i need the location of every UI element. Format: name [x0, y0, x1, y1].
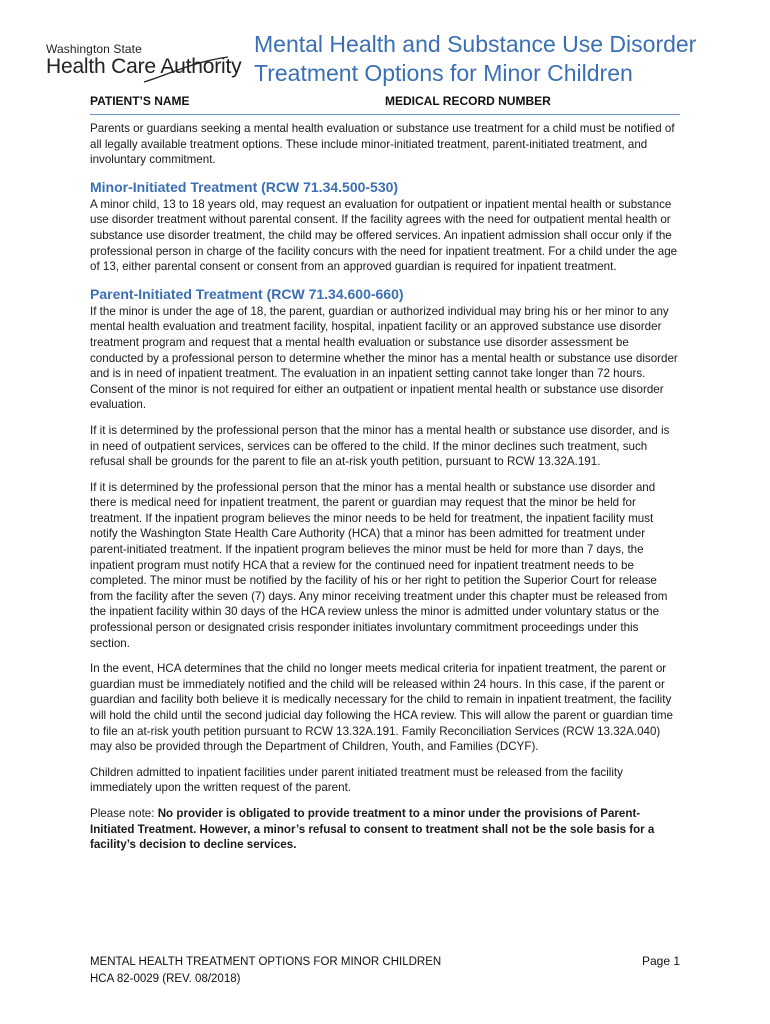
- title-line-1: Mental Health and Substance Use Disorder: [254, 31, 697, 57]
- note-prefix: Please note:: [90, 806, 158, 820]
- logo-swoosh-icon: [142, 56, 232, 86]
- document-body: [90, 121, 680, 863]
- hca-logo: [46, 42, 242, 92]
- logo-state-text: Washington State: [46, 42, 142, 56]
- parent-initiated-paragraph-5: Children admitted to inpatient facilities under parent initiated treatment must be released from the facility immediately upon the written request of the parent.: [90, 765, 623, 795]
- footer-doc-title: MENTAL HEALTH TREATMENT OPTIONS FOR MINOR CHILDREN: [90, 956, 442, 968]
- intro-paragraph: Parents or guardians seeking a mental health evaluation or substance use treatment for a child must be notified of all legally available treatment options. These include minor-initiated treatment, parent-initiated treatment, and involuntary commitment.: [90, 122, 675, 167]
- header-divider: [90, 114, 680, 115]
- minor-initiated-heading: Minor-Initiated Treatment (RCW 71.34.500-530): [90, 178, 399, 195]
- parent-initiated-paragraph-1: If the minor is under the age of 18, the parent, guardian or authorized individual may bring his or her minor to any mental health evaluation and treatment facility, hospital, inpatient facility or an approved substance use disorder treatment program and request that a mental health evaluation or substance use disorder assessment be conducted by a professional person to determine whether the minor has a mental health or substance use disorder and is in need of inpatient treatment. The evaluation in an inpatient setting cannot take longer than 72 hours. Consent of the minor is not required for either an outpatient or inpatient mental health or substance use disorder evaluation.: [90, 304, 678, 412]
- medical-record-number-label: MEDICAL RECORD NUMBER: [385, 94, 551, 108]
- title-line-2: Treatment Options for Minor Children: [254, 60, 633, 86]
- footer-form-number: HCA 82-0029 (REV. 08/2018): [90, 973, 241, 985]
- please-note-paragraph: [90, 806, 680, 853]
- footer-info: [90, 954, 441, 988]
- patient-info-row: [90, 94, 680, 108]
- patient-name-label: PATIENT’S NAME: [90, 94, 190, 108]
- minor-initiated-paragraph: A minor child, 13 to 18 years old, may request an evaluation for outpatient or inpatient mental health or substance use disorder treatment without parental consent. If the facility agrees with the need for outpatient mental health or substance use disorder treatment, the child may be offered services. An inpatient admission shall occur only if the professional person in charge of the facility concurs with the need for inpatient treatment. For a child under the age of 13, either parental consent or consent from an approved guardian is required for inpatient treatment.: [90, 197, 678, 274]
- note-bold-text: No provider is obligated to provide treatment to a minor under the provisions of Parent-Initiated Treatment. However, a minor’s refusal to consent to treatment shall not be the sole basis for a facility’s decision to decline services.: [90, 806, 655, 852]
- page-number: Page 1: [642, 954, 681, 968]
- parent-initiated-paragraph-3: If it is determined by the professional person that the minor has a mental health or substance use disorder and there is medical need for inpatient treatment, the parent or guardian may request that the minor be held for treatment. If the inpatient program believes the minor needs to be held for treatment, the inpatient facility must notify the Washington State Health Care Authority (HCA) that a minor has been admitted for treatment under parent-initiated treatment. If the inpatient program believes the minor must be held for more than 7 days, the inpatient program must notify HCA that a review for the continued need for inpatient treatment needs to be completed. The minor must be notified by the facility of his or her right to petition the Superior Court for release from the facility after the seven (7) days. Any minor receiving treatment under this chapter must be released from the inpatient facility within 30 days of the HCA review unless the minor is admitted under voluntary status or the professional person or designated crisis responder initiates involuntary commitment proceedings under this section.: [90, 480, 668, 650]
- document-title: [254, 30, 734, 88]
- parent-initiated-paragraph-4: In the event, HCA determines that the child no longer meets medical criteria for inpatient treatment, the parent or guardian must be immediately notified and the child will be released within 24 hours. In this case, if the parent or guardian and facility both believe it is medically necessary for the child to remain in inpatient treatment, the facility will hold the child until the second judicial day following the HCA review. This will allow the parent or guardian time to file an at-risk youth petition pursuant to RCW 13.32A.191. Family Reconciliation Services (RCW 13.32A.040) may also be provided through the Department of Children, Youth, and Families (DCYF).: [90, 662, 673, 754]
- parent-initiated-heading: Parent-Initiated Treatment (RCW 71.34.600-660): [90, 285, 404, 302]
- logo-agency-text: Health Care Authority: [46, 55, 242, 78]
- parent-initiated-paragraph-2: If it is determined by the professional person that the minor has a mental health or substance use disorder, and is in need of outpatient services, services can be offered to the child. If the minor declines such treatment, such refusal shall be grounds for the parent to file an at-risk youth petition, pursuant to RCW 13.32A.191.: [90, 423, 670, 469]
